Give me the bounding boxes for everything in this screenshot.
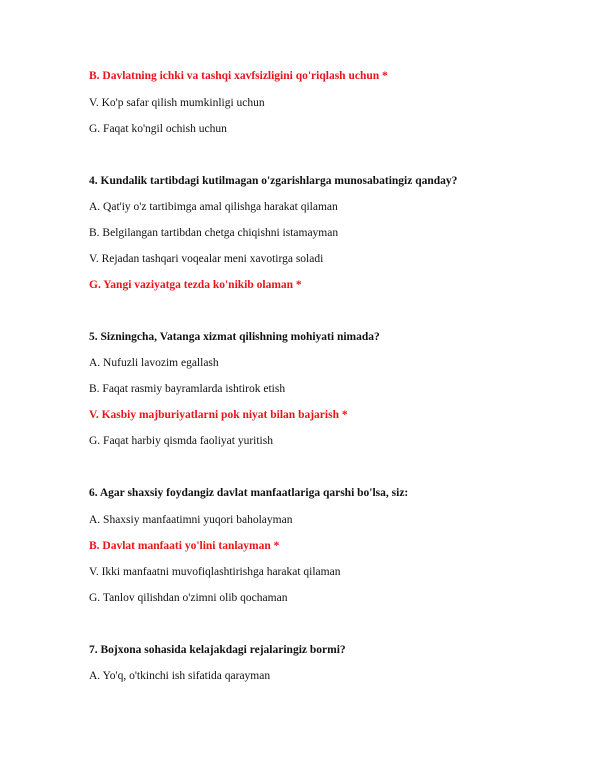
question-7-title: 7. Bojxona sohasida kelajakdagi rejalaringiz bormi? [89, 644, 346, 656]
question-6-option-g: G. Tanlov qilishdan o'zimni olib qochaman [89, 592, 288, 604]
question-4-option-v: V. Rejadan tashqari voqealar meni xavotirga soladi [89, 253, 324, 265]
question-5-title: 5. Sizningcha, Vatanga xizmat qilishning mohiyati nimada? [89, 331, 380, 343]
question-6-option-b: B. Davlat manfaati yo'lini tanlayman * [89, 540, 280, 552]
question-7-option-a: A. Yo'q, o'tkinchi ish sifatida qarayman [89, 670, 271, 682]
question-4-option-g: G. Yangi vaziyatga tezda ko'nikib olaman * [89, 279, 302, 291]
question-5-option-b: B. Faqat rasmiy bayramlarda ishtirok etish [89, 383, 286, 395]
question-5-option-g: G. Faqat harbiy qismda faoliyat yuritish [89, 435, 273, 447]
question-6-option-a: A. Shaxsiy manfaatimni yuqori baholayman [89, 514, 293, 526]
question-4-option-b: B. Belgilangan tartibdan chetga chiqishni istamayman [89, 227, 339, 239]
question-6-title: 6. Agar shaxsiy foydangiz davlat manfaatlariga qarshi bo'lsa, siz: [89, 487, 409, 499]
question-5-option-a: A. Nufuzli lavozim egallash [89, 357, 219, 369]
prev-option-b: B. Davlatning ichki va tashqi xavfsizligini qo'riqlash uchun * [89, 70, 388, 82]
question-4-option-a: A. Qat'iy o'z tartibimga amal qilishga harakat qilaman [89, 201, 338, 213]
question-5-option-v: V. Kasbiy majburiyatlarni pok niyat bilan bajarish * [89, 409, 348, 421]
question-6-option-v: V. Ikki manfaatni muvofiqlashtirishga harakat qilaman [89, 566, 341, 578]
prev-option-v: V. Ko'p safar qilish mumkinligi uchun [89, 97, 265, 109]
question-4-title: 4. Kundalik tartibdagi kutilmagan o'zgarishlarga munosabatingiz qanday? [89, 175, 458, 187]
prev-option-g: G. Faqat ko'ngil ochish uchun [89, 123, 227, 135]
